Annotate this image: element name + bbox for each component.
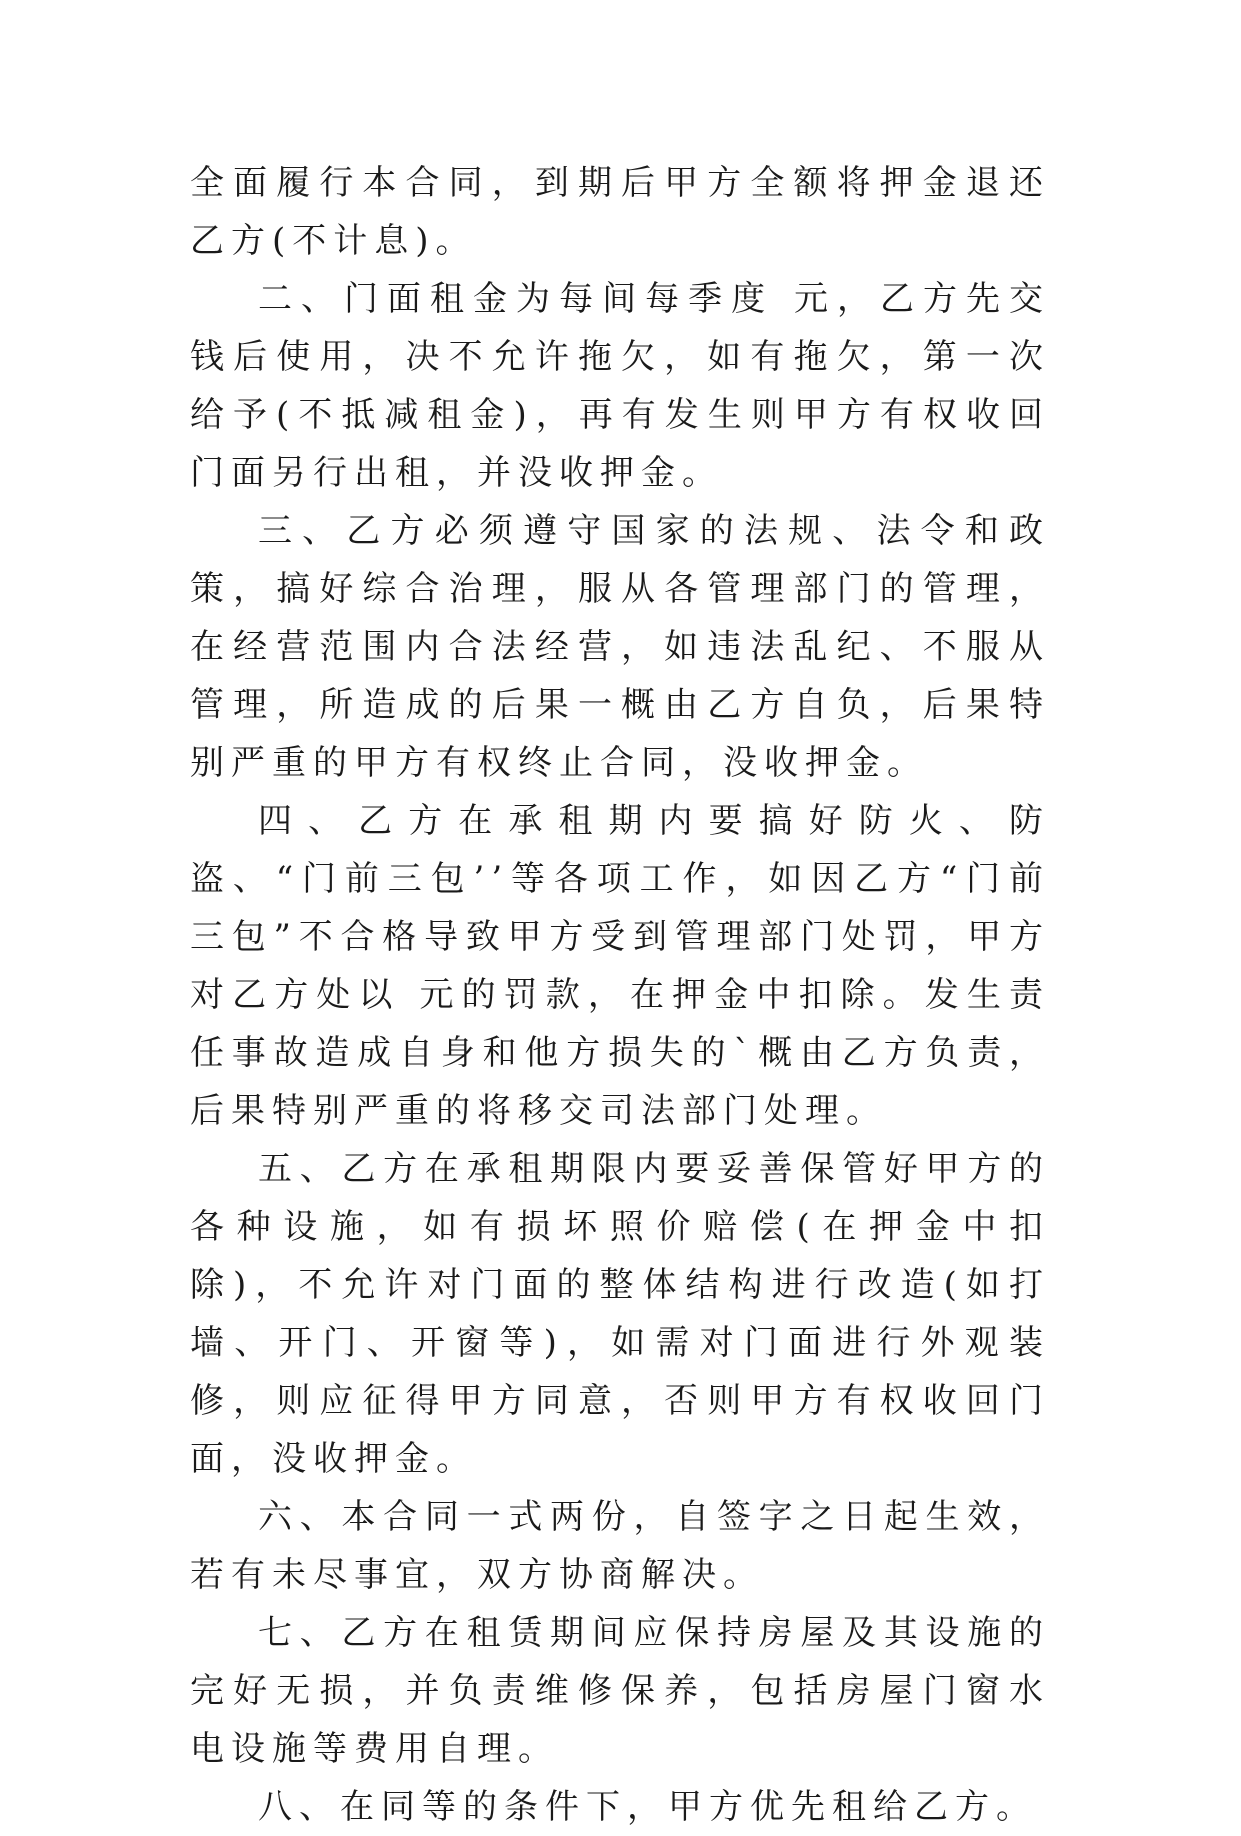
- paragraph-clause-2-rent: 二、门面租金为每间每季度 元，乙方先交钱后使用，决不允许拖欠，如有拖欠，第一次给予(不抵减租金)，再有发生则甲方有权收回门面另行出租，并没收押金。: [190, 279, 1050, 493]
- paragraph-clause-5-facilities: 五、乙方在承租期限内要妥善保管好甲方的各种设施，如有损坏照价赔偿(在押金中扣除)，不允许对门面的整体结构进行改造(如打墙、开门、开窗等)，如需对门面进行外观装修，则应征得甲方同意，否则甲方有权收回门面，没收押金。: [190, 1149, 1050, 1479]
- paragraph-deposit-refund: 全面履行本合同，到期后甲方全额将押金退还乙方(不计息)。: [190, 163, 1050, 261]
- paragraph-clause-7-maintenance: 七、乙方在租赁期间应保持房屋及其设施的完好无损，并负责维修保养，包括房屋门窗水电设施等费用自理。: [190, 1613, 1050, 1769]
- paragraph-clause-3-compliance: 三、乙方必须遵守国家的法规、法令和政策，搞好综合治理，服从各管理部门的管理，在经营范围内合法经营，如违法乱纪、不服从管理，所造成的后果一概由乙方自负，后果特别严重的甲方有权终止合同，没收押金。: [190, 511, 1050, 783]
- paragraph-clause-8-priority: 八、在同等的条件下，甲方优先租给乙方。: [258, 1787, 1037, 1827]
- contract-body: [190, 154, 1050, 1836]
- paragraph-clause-4-safety: 四、乙方在承租期内要搞好防火、防盗、“门前三包’’等各项工作，如因乙方“门前三包”不合格导致甲方受到管理部门处罚，甲方对乙方处以 元的罚款，在押金中扣除。发生责任事故造成自身和他方损失的`概由乙方负责，后果特别严重的将移交司法部门处理。: [190, 801, 1050, 1131]
- paragraph-clause-6-effect: 六、本合同一式两份，自签字之日起生效，若有未尽事宜，双方协商解决。: [190, 1497, 1050, 1595]
